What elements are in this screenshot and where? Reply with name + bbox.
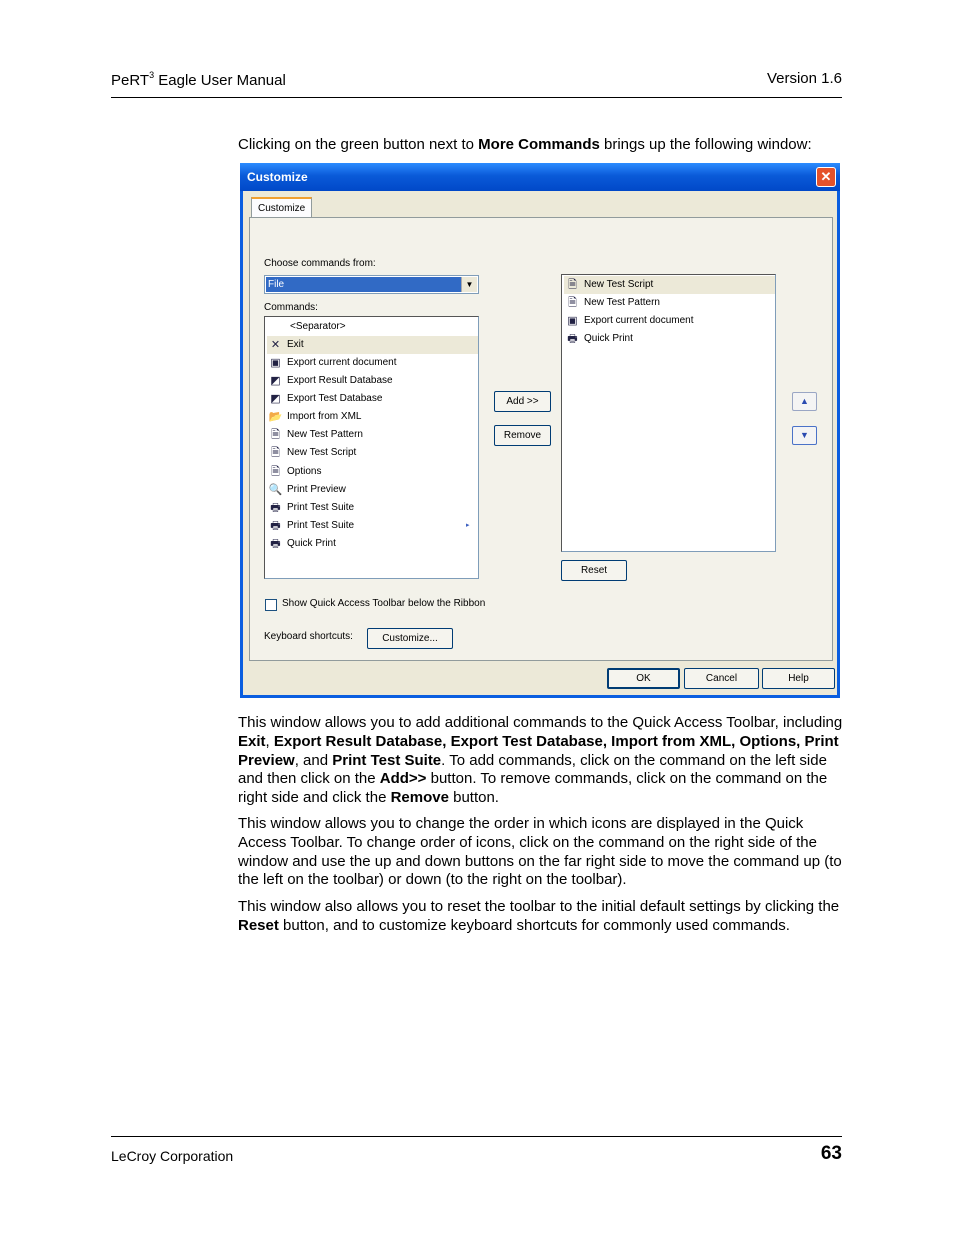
tab-customize[interactable]: Customize [251, 197, 312, 219]
tab-panel [249, 217, 833, 661]
customize-shortcuts-button[interactable]: Customize... [367, 628, 453, 649]
toolbar-commands-list[interactable] [561, 274, 776, 552]
dialog-titlebar [240, 163, 840, 191]
intro-paragraph: Clicking on the green button next to More Commands brings up the following window: [238, 136, 812, 153]
list-item[interactable]: 🗎 New Test Script [564, 276, 775, 294]
export-icon: ▣ [270, 357, 281, 369]
chevron-down-icon[interactable]: ▼ [461, 277, 477, 292]
printer-icon: 🖶 [567, 333, 578, 345]
header-version: Version 1.6 [766, 70, 842, 87]
print-preview-icon: 🔍 [268, 484, 283, 496]
dialog-client [243, 191, 837, 695]
printer-icon: 🖶 [270, 502, 281, 514]
export-icon: ▣ [567, 315, 578, 327]
keyboard-shortcuts-label: Keyboard shortcuts: [264, 631, 353, 642]
show-below-ribbon-checkbox[interactable] [265, 599, 277, 611]
list-item[interactable]: 🗎 New Test Pattern [267, 426, 478, 444]
folder-open-icon: 📂 [268, 411, 283, 423]
list-item[interactable]: 🖶 Quick Print [267, 535, 478, 553]
close-button[interactable] [816, 167, 836, 187]
list-item[interactable]: ▣ Export current document [564, 312, 775, 330]
dialog-title: Customize [247, 170, 308, 184]
list-item[interactable]: 🖶 Print Test Suite ▸ [267, 517, 478, 535]
cancel-button[interactable]: Cancel [684, 668, 759, 689]
list-item[interactable]: 🖶 Print Test Suite [267, 499, 478, 517]
list-item[interactable]: ◩ Export Result Database [267, 372, 478, 390]
show-below-ribbon-label: Show Quick Access Toolbar below the Ribbon [282, 598, 486, 609]
printer-icon: 🖶 [270, 520, 281, 532]
printer-icon: 🖶 [270, 538, 281, 550]
list-item[interactable]: 🗎 New Test Pattern [564, 294, 775, 312]
list-item[interactable]: 🖶 Quick Print [564, 330, 775, 348]
header-title: PeRT$^3$ Eagle User Manual [111, 70, 286, 89]
customize-dialog [240, 163, 840, 698]
move-up-button[interactable] [792, 392, 817, 411]
database-icon: ◩ [270, 393, 281, 405]
document-icon: 🗎 [568, 297, 577, 309]
remove-button[interactable]: Remove [494, 425, 551, 446]
header-rule [111, 97, 842, 98]
paragraph-reset: This window also allows you to reset the toolbar to the initial default settings by clicking the Reset button, and to customize keyboard shortcuts for commonly used commands. [238, 898, 840, 934]
document-icon: 🗎 [568, 279, 577, 291]
choose-commands-label: Choose commands from: [264, 258, 376, 269]
page-number: 63 [820, 1143, 842, 1164]
close-icon: ✕ [820, 169, 832, 184]
reset-button[interactable]: Reset [561, 560, 627, 581]
move-down-button[interactable] [792, 426, 817, 445]
submenu-arrow-icon: ▸ [466, 522, 470, 529]
ok-button[interactable]: OK [607, 668, 680, 689]
list-item[interactable]: 🗎 Options [267, 463, 478, 481]
list-item[interactable]: <Separator> [290, 321, 346, 332]
choose-commands-value: File [266, 277, 461, 292]
add-button[interactable]: Add >> [494, 391, 551, 412]
list-item[interactable]: ◩ Export Test Database [267, 390, 478, 408]
paragraph-add-remove: This window allows you to add additional commands to the Quick Access Toolbar, including Exit, Export Result Database, Export Test Database, Import from XML, Options, Print Preview, and Print Test Suite. To add commands, click on the command on the left side and then click on the Add>> button. To remove commands, click on the command on the right side and click the Remove button. [238, 714, 843, 807]
database-icon: ◩ [270, 375, 281, 387]
help-button[interactable]: Help [762, 668, 835, 689]
choose-commands-select[interactable] [264, 275, 479, 294]
arrow-up-icon: ▲ [800, 396, 809, 406]
list-item[interactable]: 🔍 Print Preview [268, 484, 346, 496]
paragraph-reorder: This window allows you to change the order in which icons are displayed in the Quick Access Toolbar. To change order of icons, click on the command on the right side of the window and use the up and down buttons on the far right side to move the command up (to the left on the toolbar) or down (to the right on the toolbar). [238, 815, 842, 889]
footer-rule [111, 1136, 842, 1137]
options-icon: 🗎 [271, 466, 280, 478]
list-item[interactable]: ▣ Export current document [267, 354, 478, 372]
footer-company: LeCroy Corporation [111, 1148, 234, 1164]
arrow-down-icon: ▼ [800, 430, 809, 440]
list-item[interactable]: ✕ Exit [267, 336, 478, 354]
document-icon: 🗎 [271, 447, 280, 459]
commands-list[interactable] [264, 316, 479, 579]
list-item[interactable]: 📂 Import from XML [268, 411, 362, 423]
commands-label: Commands: [264, 302, 318, 313]
close-icon: ✕ [270, 339, 281, 351]
document-icon: 🗎 [271, 429, 280, 441]
list-item[interactable]: 🗎 New Test Script [267, 444, 478, 462]
